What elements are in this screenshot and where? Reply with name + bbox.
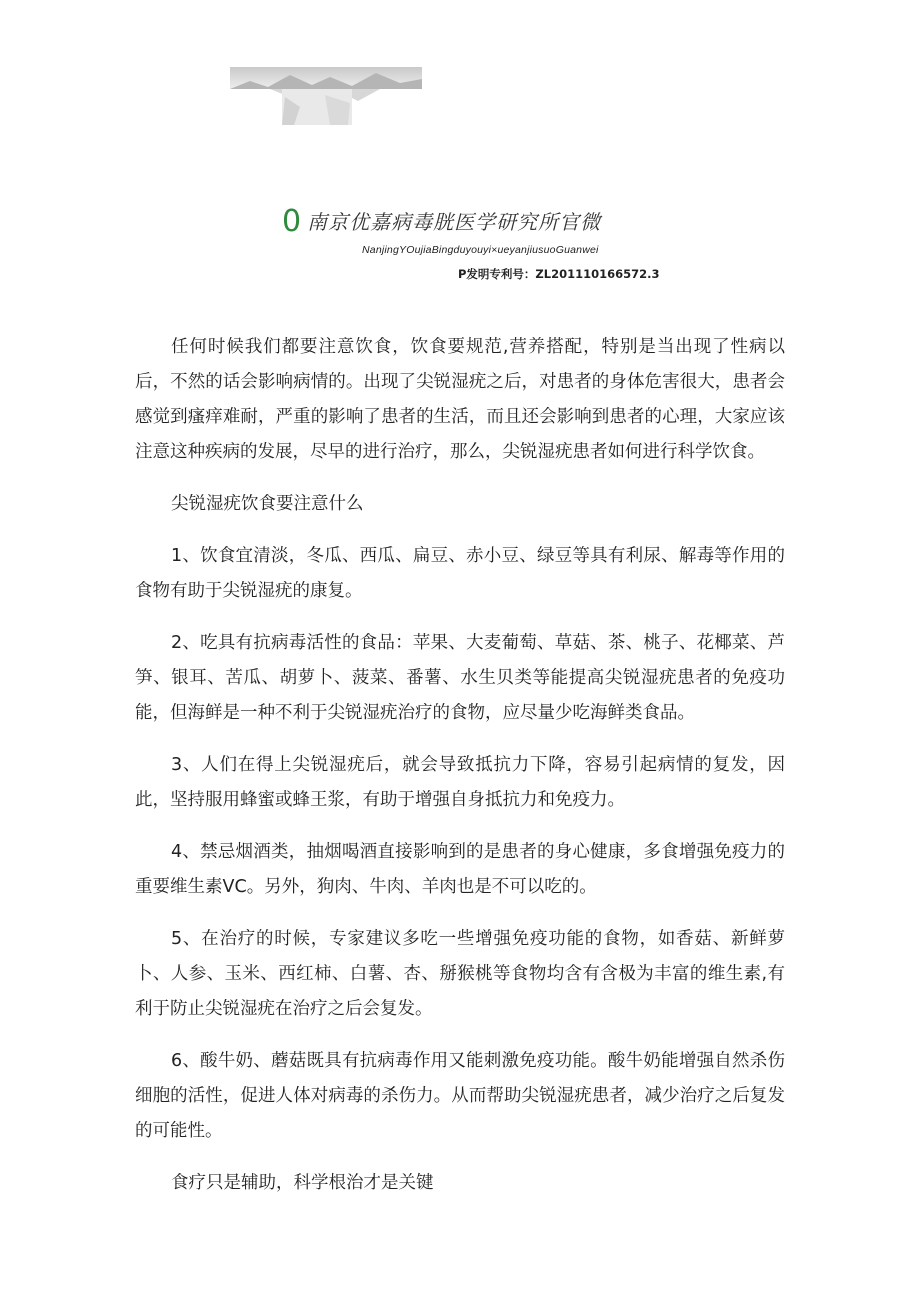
logo-mark: 0 [282, 204, 302, 239]
list-item: 6、酸牛奶、蘑菇既具有抗病毒作用又能刺激免疫功能。酸牛奶能增强自然杀伤细胞的活性，促进人体对病毒的杀伤力。从而帮助尖锐湿疣患者，减少治疗之后复发的可能性。 [135, 1051, 785, 1141]
list-item: 4、禁忌烟酒类，抽烟喝酒直接影响到的是患者的身心健康，多食增强免疫力的重要维生素VC。另外，狗肉、牛肉、羊肉也是不可以吃的。 [135, 842, 785, 897]
list-item: 3、人们在得上尖锐湿疣后，就会导致抵抗力下降，容易引起病情的复发，因此，坚持服用蜂蜜或蜂王浆，有助于增强自身抵抗力和免疫力。 [135, 755, 785, 810]
intro-paragraph: 任何时候我们都要注意饮食，饮食要规范,营养搭配，特别是当出现了性病以后，不然的话会影响病情的。出现了尖锐湿疣之后，对患者的身体危害很大，患者会感觉到瘙痒难耐，严重的影响了患者的生活，而且还会影响到患者的心理，大家应该注意这种疾病的发展，尽早的进行治疗，那么，尖锐湿疣患者如何进行科学饮食。 [135, 337, 785, 462]
closing-heading: 食疗只是辅助，科学根治才是关键 [171, 1173, 434, 1193]
organization-name-cn: 南京优嘉病毒胱医学研究所官微 [307, 210, 602, 234]
section-heading: 尖锐湿疣饮食要注意什么 [171, 494, 364, 514]
list-item: 5、在治疗的时候，专家建议多吃一些增强免疫功能的食物，如香菇、新鲜萝卜、人参、玉米、西红柿、白薯、杏、掰猴桃等食物均含有含极为丰富的维生素,有利于防止尖锐湿疣在治疗之后会复发。 [135, 929, 785, 1019]
list-item: 1、饮食宜清淡，冬瓜、西瓜、扁豆、赤小豆、绿豆等具有利尿、解毒等作用的食物有助于尖锐湿疣的康复。 [135, 546, 785, 601]
organization-logo [282, 204, 602, 239]
patent-number: P发明专利号：ZL201110166572.3 [458, 267, 660, 281]
organization-name-pinyin: NanjingYOujiaBingduyouyi×ueyanjiusuoGuanwei [362, 244, 599, 256]
header-banner-image [230, 67, 422, 125]
list-item: 2、吃具有抗病毒活性的食品：苹果、大麦葡萄、草菇、茶、桃子、花椰菜、芦笋、银耳、苦瓜、胡萝卜、菠菜、番薯、水生贝类等能提高尖锐湿疣患者的免疫功能，但海鲜是一种不利于尖锐湿疣治疗的食物，应尽量少吃海鲜类食品。 [135, 633, 785, 723]
article-body [135, 330, 785, 1218]
